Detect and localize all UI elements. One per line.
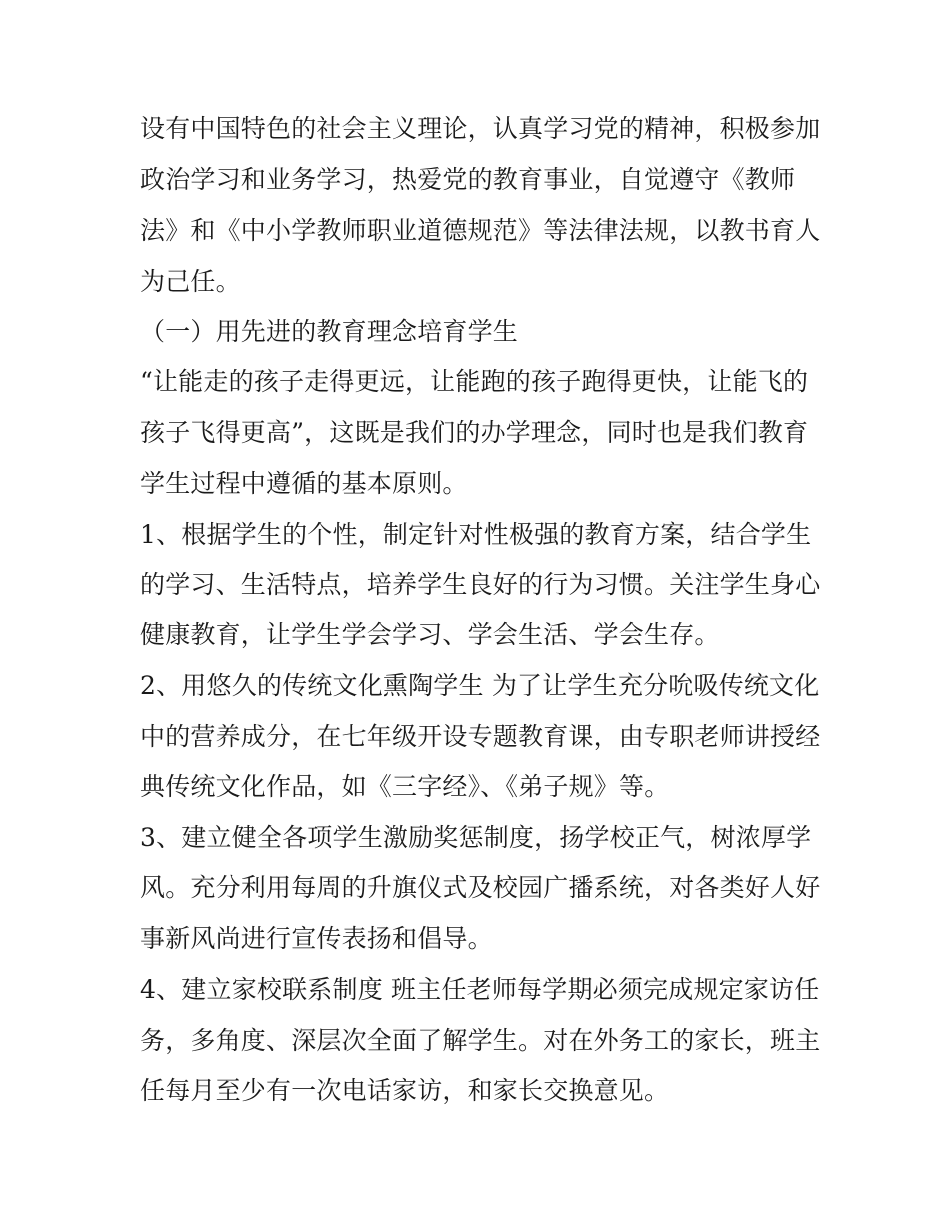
text-line: 务，多角度、深层次全面了解学生。对在外务工的家长，班主 bbox=[140, 1026, 821, 1055]
text-line: 为己任。 bbox=[140, 267, 241, 296]
text-line: 的学习、生活特点，培养学生良好的行为习惯。关注学生身心 bbox=[140, 570, 821, 599]
text-line: 孩子飞得更高”，这既是我们的办学理念，同时也是我们教育 bbox=[140, 418, 809, 447]
text-line: 学生过程中遵循的基本原则。 bbox=[140, 469, 468, 498]
text-line: 风。充分利用每周的升旗仪式及校园广播系统，对各类好人好 bbox=[140, 873, 821, 902]
text-line: “让能走的孩子走得更远，让能跑的孩子跑得更快，让能飞的 bbox=[140, 367, 809, 396]
list-item: 1、根据学生的个性，制定针对性极强的教育方案，结合学生 bbox=[140, 520, 812, 549]
text-line: 中的营养成分，在七年级开设专题教育课，由专职老师讲授经 bbox=[140, 722, 821, 751]
list-item: 4、建立家校联系制度 班主任老师每学期必须完成规定家访任 bbox=[140, 975, 820, 1004]
text-line: 任每月至少有一次电话家访，和家长交换意见。 bbox=[140, 1076, 670, 1105]
list-item: 3、建立健全各项学生激励奖惩制度，扬学校正气，树浓厚学 bbox=[140, 823, 812, 852]
section-heading: （一）用先进的教育理念培育学生 bbox=[140, 317, 519, 346]
text-line: 健康教育，让学生学会学习、学会生活、学会生存。 bbox=[140, 620, 720, 649]
text-line: 政治学习和业务学习，热爱党的教育事业，自觉遵守《教师 bbox=[140, 165, 796, 194]
list-item: 2、用悠久的传统文化熏陶学生 为了让学生充分吮吸传统文化 bbox=[140, 671, 820, 700]
text-line: 法》和《中小学教师职业道德规范》等法律法规，以教书育人 bbox=[140, 216, 821, 245]
text-line: 事新风尚进行宣传表扬和倡导。 bbox=[140, 924, 493, 953]
text-line: 设有中国特色的社会主义理论，认真学习党的精神，积极参加 bbox=[140, 114, 821, 143]
text-line: 典传统文化作品，如《三字经》、《弟子规》等。 bbox=[140, 772, 670, 801]
